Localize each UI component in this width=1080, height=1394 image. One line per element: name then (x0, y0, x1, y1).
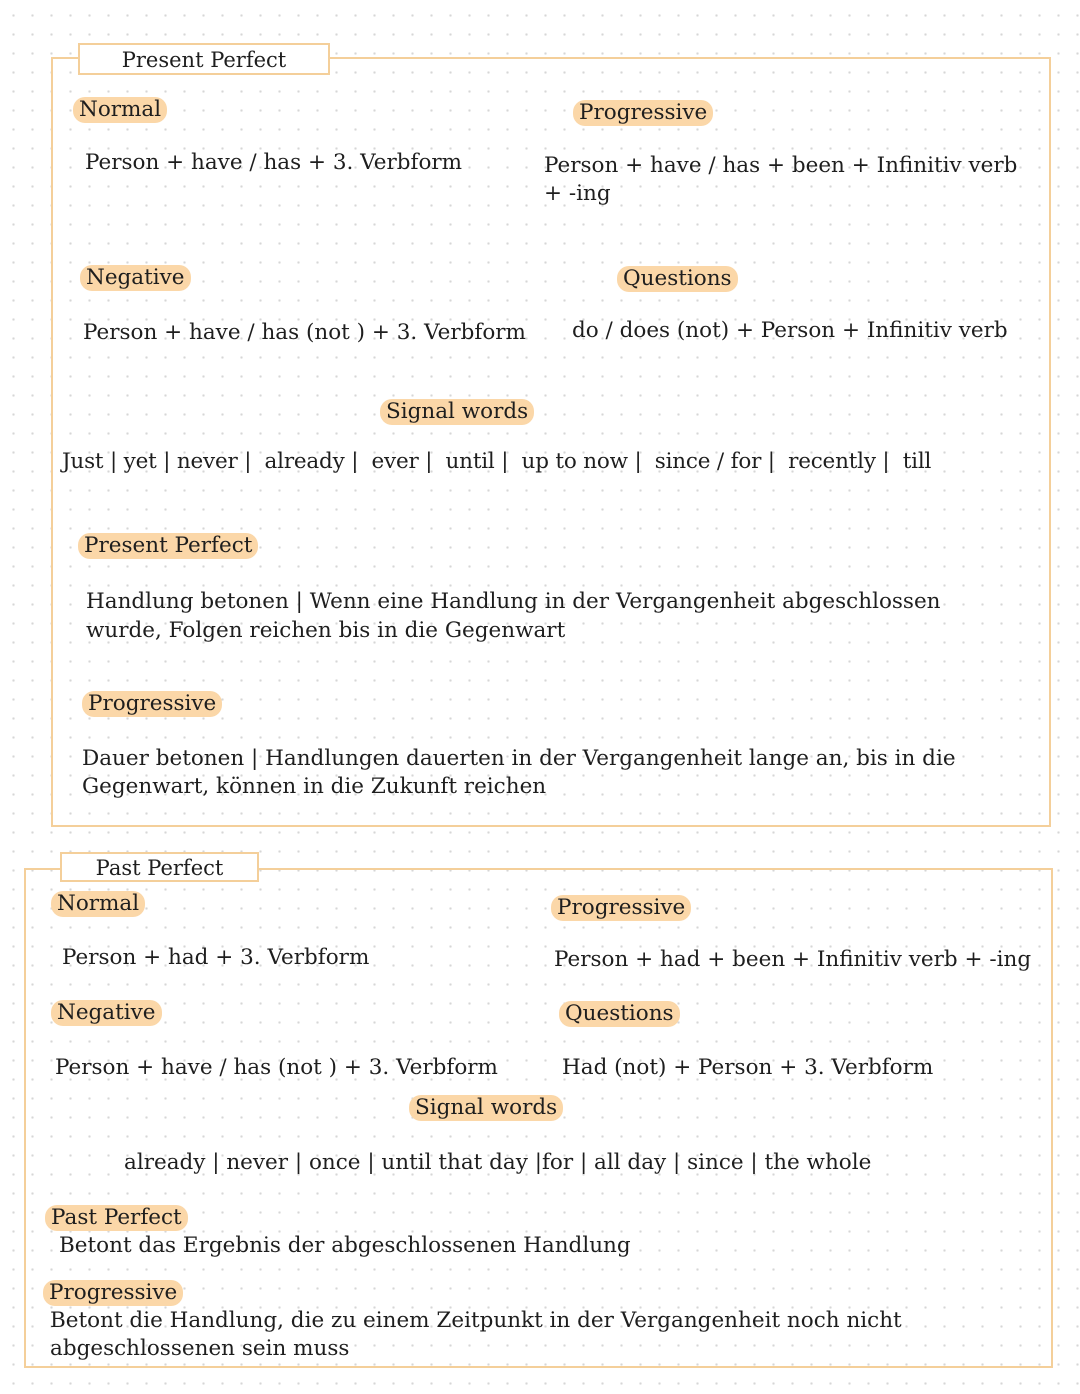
past-progressive-formula: Person + had + been + Infinitiv verb + -ing (554, 947, 1032, 972)
past-usage-progressive-line2: abgeschlossenen sein muss (50, 1336, 350, 1361)
past-usage-progressive-line1: Betont die Handlung, die zu einem Zeitpunkt in der Vergangenheit noch nicht (50, 1308, 902, 1333)
pp-normal-heading: Normal (73, 96, 167, 124)
pp-normal-formula: Person + have / has + 3. Verbform (85, 150, 463, 175)
past-questions-heading: Questions (559, 1000, 680, 1028)
past-usage-past-perfect-heading: Past Perfect (45, 1204, 188, 1232)
pp-signal-words: Just | yet | never | already | ever | until | up to now | since / for | recently | till (62, 449, 932, 474)
pp-usage-progressive-line2: Gegenwart, können in die Zukunft reichen (82, 774, 547, 799)
past-negative-heading: Negative (51, 999, 162, 1027)
past-usage-progressive-heading: Progressive (43, 1279, 183, 1307)
past-perfect-title: Past Perfect (60, 852, 259, 882)
present-perfect-title: Present Perfect (78, 43, 330, 75)
past-normal-heading: Normal (51, 890, 145, 918)
past-usage-past-perfect-line1: Betont das Ergebnis der abgeschlossenen Handlung (59, 1233, 631, 1258)
past-signal-words: already | never | once | until that day |for | all day | since | the whole (124, 1150, 872, 1175)
pp-negative-heading: Negative (80, 264, 191, 292)
pp-negative-formula: Person + have / has (not ) + 3. Verbform (83, 320, 526, 345)
pp-progressive-heading: Progressive (573, 99, 713, 127)
past-signal-heading: Signal words (409, 1094, 563, 1122)
pp-usage-progressive-line1: Dauer betonen | Handlungen dauerten in der Vergangenheit lange an, bis in die (82, 746, 956, 771)
pp-progressive-formula-line2: + -ing (544, 181, 611, 206)
pp-usage-progressive-heading: Progressive (82, 690, 222, 718)
past-progressive-heading: Progressive (551, 894, 691, 922)
pp-signal-heading: Signal words (380, 398, 534, 426)
pp-questions-heading: Questions (617, 265, 738, 293)
past-questions-formula: Had (not) + Person + 3. Verbform (562, 1055, 934, 1080)
pp-progressive-formula-line1: Person + have / has + been + Infinitiv verb (544, 153, 1018, 178)
pp-usage-present-perfect-line1: Handlung betonen | Wenn eine Handlung in der Vergangenheit abgeschlossen (86, 589, 941, 614)
pp-questions-formula: do / does (not) + Person + Infinitiv verb (572, 318, 1008, 343)
pp-usage-present-perfect-heading: Present Perfect (78, 532, 258, 560)
past-negative-formula: Person + have / has (not ) + 3. Verbform (55, 1055, 498, 1080)
past-normal-formula: Person + had + 3. Verbform (62, 945, 370, 970)
pp-usage-present-perfect-line2: wurde, Folgen reichen bis in die Gegenwart (86, 618, 566, 643)
